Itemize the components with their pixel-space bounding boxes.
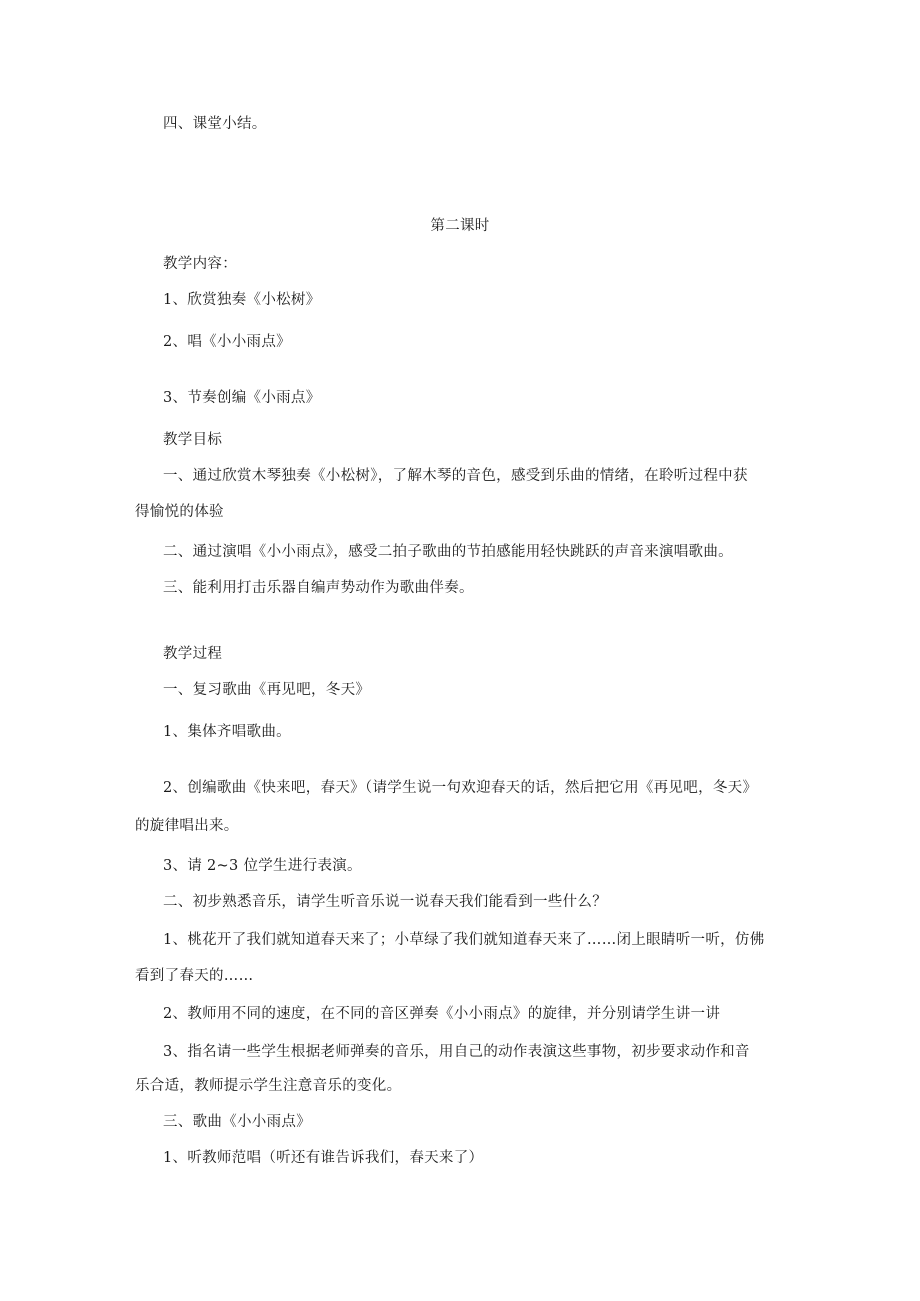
process-step-2-item-1: 1、桃花开了我们就知道春天来了；小草绿了我们就知道春天来了……闭上眼睛听一听，仿佛 — [163, 932, 765, 948]
content-item-2: 2、唱《小小雨点》 — [163, 334, 291, 350]
teaching-goals-heading: 教学目标 — [163, 432, 223, 448]
content-item-1: 1、欣赏独奏《小松树》 — [163, 292, 321, 308]
goal-2: 二、通过演唱《小小雨点》，感受二拍子歌曲的节拍感能用轻快跳跃的声音来演唱歌曲。 — [163, 544, 733, 560]
teaching-content-heading: 教学内容： — [163, 256, 237, 272]
process-step-3: 三、歌曲《小小雨点》 — [163, 1114, 311, 1130]
teaching-process-heading: 教学过程 — [163, 646, 223, 662]
process-step-2-item-1-continued: 看到了春天的…… — [135, 968, 254, 984]
process-step-2-item-2: 2、教师用不同的速度，在不同的音区弹奏《小小雨点》的旋律，并分别请学生讲一讲 — [163, 1006, 721, 1022]
process-step-1-item-2: 2、创编歌曲《快来吧，春天》（请学生说一句欢迎春天的话，然后把它用《再见吧，冬天》 — [163, 780, 758, 796]
process-step-2: 二、初步熟悉音乐，请学生听音乐说一说春天我们能看到一些什么？ — [163, 894, 607, 910]
process-step-2-item-3: 3、指名请一些学生根据老师弹奏的音乐，用自己的动作表演这些事物，初步要求动作和音 — [163, 1044, 750, 1060]
process-step-2-item-3-continued: 乐合适，教师提示学生注意音乐的变化。 — [135, 1078, 402, 1094]
summary-heading: 四、课堂小结。 — [163, 116, 267, 132]
goal-1-continued: 得愉悦的体验 — [135, 504, 224, 520]
process-step-1-item-2-continued: 的旋律唱出来。 — [135, 818, 239, 834]
process-step-1-item-1: 1、集体齐唱歌曲。 — [163, 724, 291, 740]
goal-3: 三、能利用打击乐器自编声势动作为歌曲伴奏。 — [163, 580, 474, 596]
process-step-3-item-1: 1、听教师范唱（听还有谁告诉我们，春天来了） — [163, 1150, 484, 1166]
goal-1: 一、通过欣赏木琴独奏《小松树》，了解木琴的音色，感受到乐曲的情绪，在聆听过程中获 — [163, 468, 748, 484]
lesson-title: 第二课时 — [430, 218, 490, 234]
process-step-1-item-3: 3、请 2~3 位学生进行表演。 — [163, 858, 362, 874]
content-item-3: 3、节奏创编《小雨点》 — [163, 390, 321, 406]
process-step-1: 一、复习歌曲《再见吧，冬天》 — [163, 682, 371, 698]
